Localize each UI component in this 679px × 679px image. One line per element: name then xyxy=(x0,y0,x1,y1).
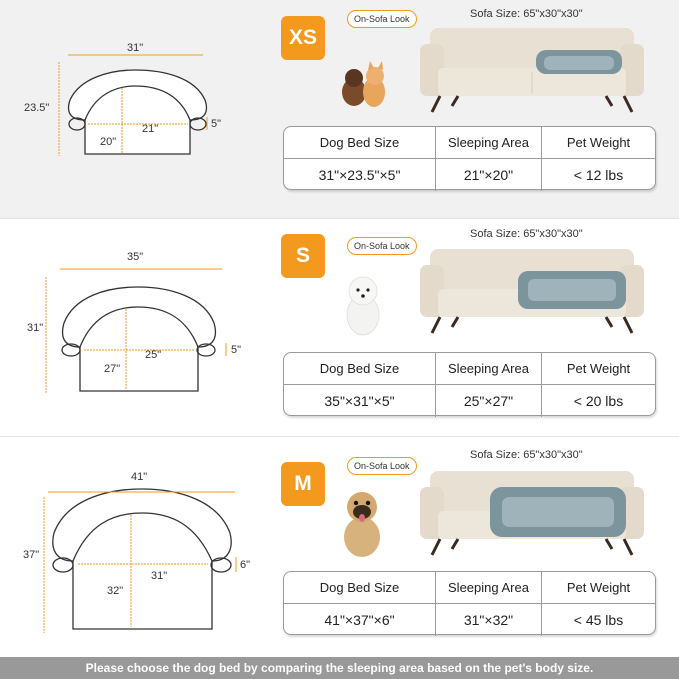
header-sleeping-area: Sleeping Area xyxy=(436,127,542,158)
header-pet-weight: Pet Weight xyxy=(566,361,631,376)
spec-table-s xyxy=(283,352,656,416)
sofa-size-label-m: Sofa Size: 65"x30"x30" xyxy=(470,449,583,461)
size-section-xs xyxy=(0,0,679,218)
dim-height-s: 5" xyxy=(231,344,242,356)
size-section-s xyxy=(0,218,679,436)
dim-inner-depth-xs: 20" xyxy=(100,136,117,148)
bed-outline-m xyxy=(0,437,260,655)
footer-note: Please choose the dog bed by comparing the sleeping area based on the pet's body size. xyxy=(0,657,679,679)
bed-dimension-diagram-m xyxy=(0,437,260,655)
spec-table-row-s xyxy=(284,385,655,417)
header-pet-weight: Pet Weight xyxy=(566,135,631,150)
dim-inner-depth-s: 27" xyxy=(104,363,121,375)
spec-table-row-xs xyxy=(284,159,655,191)
header-sleeping-area: Sleeping Area xyxy=(436,572,542,603)
value-pet-weight-s: < 20 lbs xyxy=(573,393,624,409)
dim-depth-xs: 23.5" xyxy=(24,102,50,114)
dim-inner-width-m: 31" xyxy=(151,570,168,582)
value-pet-weight-m: < 45 lbs xyxy=(573,612,624,628)
value-sleeping-area-s: 25"×27" xyxy=(436,385,542,417)
dim-height-xs: 5" xyxy=(211,118,222,130)
sofa-image-s xyxy=(418,243,646,335)
on-sofa-look-label-m: On-Sofa Look xyxy=(347,457,417,475)
value-dog-bed-size-xs: 31"×23.5"×5" xyxy=(284,159,436,191)
spec-table-header-s xyxy=(284,353,655,385)
header-pet-weight: Pet Weight xyxy=(566,580,631,595)
value-sleeping-area-xs: 21"×20" xyxy=(436,159,542,191)
dim-width-xs: 31" xyxy=(127,42,144,54)
kitten-puppy-image xyxy=(338,58,392,112)
dim-height-m: 6" xyxy=(240,559,251,571)
sofa-size-label-xs: Sofa Size: 65"x30"x30" xyxy=(470,8,583,20)
spec-table-xs xyxy=(283,126,656,190)
header-dog-bed-size: Dog Bed Size xyxy=(284,353,436,384)
sofa-image-m xyxy=(418,465,646,557)
pug-image xyxy=(334,485,390,561)
value-pet-weight-xs: < 12 lbs xyxy=(573,167,624,183)
bed-dimension-diagram-xs xyxy=(0,0,260,218)
size-badge-xs: XS xyxy=(281,16,325,60)
header-dog-bed-size: Dog Bed Size xyxy=(284,572,436,603)
value-dog-bed-size-m: 41"×37"×6" xyxy=(284,604,436,636)
on-sofa-look-label-xs: On-Sofa Look xyxy=(347,10,417,28)
spec-table-m xyxy=(283,571,656,635)
value-dog-bed-size-s: 35"×31"×5" xyxy=(284,385,436,417)
spec-table-row-m xyxy=(284,604,655,636)
sofa-size-label-s: Sofa Size: 65"x30"x30" xyxy=(470,228,583,240)
bed-dimension-diagram-s xyxy=(0,219,260,437)
size-badge-s: S xyxy=(281,234,325,278)
dim-width-s: 35" xyxy=(127,251,144,263)
dim-depth-m: 37" xyxy=(23,549,40,561)
dim-inner-width-s: 25" xyxy=(145,349,162,361)
dim-depth-s: 31" xyxy=(27,322,44,334)
value-sleeping-area-m: 31"×32" xyxy=(436,604,542,636)
header-dog-bed-size: Dog Bed Size xyxy=(284,127,436,158)
pomeranian-image xyxy=(340,269,386,337)
header-sleeping-area: Sleeping Area xyxy=(436,353,542,384)
spec-table-header-m xyxy=(284,572,655,604)
sofa-image-xs xyxy=(418,22,646,114)
on-sofa-look-label-s: On-Sofa Look xyxy=(347,237,417,255)
size-section-m xyxy=(0,436,679,657)
dim-inner-width-xs: 21" xyxy=(142,123,159,135)
dim-inner-depth-m: 32" xyxy=(107,585,124,597)
spec-table-header-xs xyxy=(284,127,655,159)
size-badge-m: M xyxy=(281,462,325,506)
dim-width-m: 41" xyxy=(131,471,148,483)
